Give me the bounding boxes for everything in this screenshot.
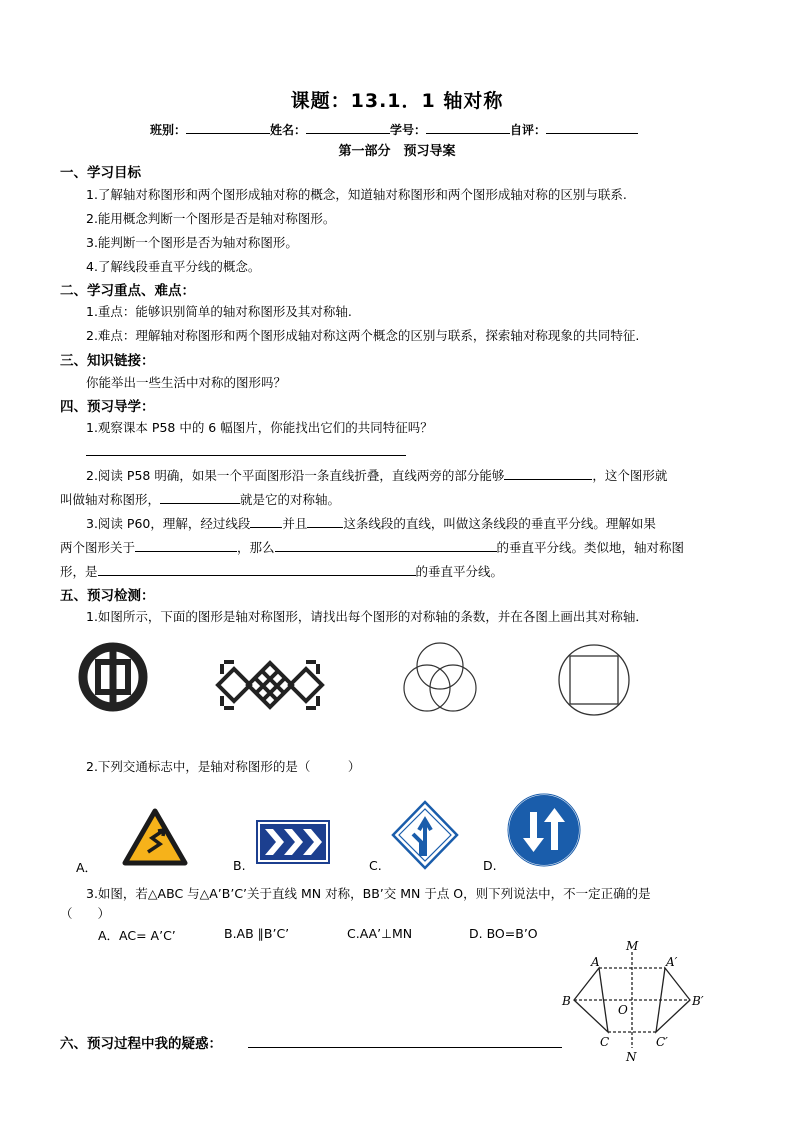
part-title: 第一部分 预习导案 [338, 144, 456, 159]
label-n: N [626, 1050, 637, 1064]
option-d-label: D. [483, 858, 497, 873]
section-heading-6: 六、预习过程中我的疑惑： [60, 1036, 222, 1052]
label-a: A [591, 955, 600, 969]
section-heading-1: 一、学习目标 [60, 165, 141, 181]
q3-option-a[interactable]: A．AC= A’C’ [98, 928, 176, 943]
square-in-circle-figure [556, 642, 632, 718]
preview-question-2-line2 [60, 490, 340, 508]
class-blank[interactable] [186, 121, 270, 134]
label-a-prime: A′ [666, 955, 678, 969]
goal-item: 3.能判断一个图形是否为轴对称图形。 [86, 235, 298, 250]
q3-blank-5[interactable] [98, 563, 416, 576]
id-blank[interactable] [426, 121, 510, 134]
q3-blank-1[interactable] [250, 515, 282, 528]
q3-blank-2[interactable] [307, 515, 343, 528]
id-label: 学号： [390, 123, 427, 137]
label-b-prime: B′ [692, 994, 704, 1008]
label-c: C [600, 1035, 610, 1049]
difficult-point: 2.难点：理解轴对称图形和两个图形成轴对称这两个概念的区别与联系，探索轴对称现象的共同特征. [86, 328, 640, 343]
q3-text-c: 这条线段的直线，叫做这条线段的垂直平分线。理解如果 [343, 516, 656, 531]
goal-item: 1.了解轴对称图形和两个图形成轴对称的概念，知道轴对称图形和两个图形成轴对称的区别与联系. [86, 187, 627, 202]
check-question-1: 1.如图所示，下面的图形是轴对称图形，请找出每个图形的对称轴的条数，并在各图上画出其对称轴． [86, 609, 648, 624]
preview-question-3-line2 [60, 538, 684, 556]
q3-blank-4[interactable] [275, 539, 497, 552]
section-heading-2: 二、学习重点、难点： [60, 283, 195, 299]
check-question-2: 2.下列交通标志中，是轴对称图形的是（ ） [86, 759, 361, 774]
q3-option-d[interactable]: D. BO=B’O [469, 926, 538, 941]
q2-text-d: 就是它的对称轴。 [240, 492, 341, 507]
trefoil-figure [402, 640, 478, 716]
knowledge-question: 你能举出一些生活中对称的图形吗？ [86, 375, 287, 390]
q3-text-d: 两个图形关于 [60, 540, 136, 555]
merge-sign-icon[interactable] [391, 800, 459, 870]
label-m: M [626, 939, 639, 953]
q3-text-b: 并且 [282, 516, 308, 531]
q3-text-g: 形，是 [60, 564, 98, 579]
answer-line[interactable] [86, 455, 406, 456]
chevron-sign-icon[interactable] [256, 820, 330, 864]
section-heading-5: 五、预习检测： [60, 588, 155, 604]
q3-option-b[interactable]: B.AB ∥B’C’ [224, 926, 290, 941]
q2-text-a: 2.阅读 P58 明确，如果一个平面图形沿一条直线折叠，直线两旁的部分能够 [86, 468, 505, 483]
eval-label: 自评： [510, 123, 547, 137]
eval-blank[interactable] [546, 121, 638, 134]
two-way-sign-icon[interactable] [506, 792, 582, 868]
goal-item: 4.了解线段垂直平分线的概念。 [86, 259, 261, 274]
option-a-label: A． [76, 860, 98, 875]
preview-question-1: 1.观察课本 P58 中的 6 幅图片，你能找出它们的共同特征吗？ [86, 420, 433, 435]
q3-option-c[interactable]: C.AA’⊥MN [347, 926, 413, 941]
warning-sign-icon[interactable] [122, 808, 188, 866]
q3-blank-3[interactable] [135, 539, 237, 552]
section-heading-3: 三、知识链接： [60, 353, 155, 369]
coin-logo-figure [78, 640, 148, 715]
option-b-label: B. [233, 858, 246, 873]
preview-question-3-line3 [60, 562, 503, 580]
check-question-3-bracket: （ ） [60, 906, 111, 921]
q3-text-e: ，那么 [237, 540, 275, 555]
label-c-prime: C′ [656, 1035, 668, 1049]
key-point: 1.重点：能够识别简单的轴对称图形及其对称轴. [86, 304, 352, 319]
q3-text-a: 3.阅读 P60，理解，经过线段 [86, 516, 251, 531]
page-title: 课题：13.1．1 轴对称 [290, 90, 504, 112]
q2-text-b: ，这个图形就 [592, 468, 668, 483]
option-c-label: C. [369, 858, 382, 873]
class-label: 班别： [150, 123, 187, 137]
endless-knot-figure [214, 654, 326, 716]
symmetry-triangle-diagram [556, 938, 716, 1064]
section-heading-4: 四、预习导学： [60, 399, 155, 415]
preview-question-2-line1 [86, 466, 667, 484]
q2-text-c: 叫做轴对称图形， [60, 492, 161, 507]
q3-text-f: 的垂直平分线。类似地，轴对称图 [496, 540, 685, 555]
preview-question-3-line1 [86, 514, 656, 532]
q3-text-h: 的垂直平分线。 [415, 564, 504, 579]
label-o: O [618, 1003, 628, 1017]
label-b: B [562, 994, 571, 1008]
doubts-answer-line[interactable] [248, 1047, 562, 1048]
name-blank[interactable] [306, 121, 390, 134]
q2-blank-1[interactable] [504, 467, 592, 480]
goal-item: 2.能用概念判断一个图形是否是轴对称图形。 [86, 211, 336, 226]
q2-blank-2[interactable] [160, 491, 240, 504]
student-info-line [150, 121, 638, 138]
check-question-3: 3.如图，若△ABC 与△A’B’C’关于直线 MN 对称，BB’交 MN 于点 O，则下列说法中，不一定正确的是 [86, 886, 651, 901]
name-label: 姓名： [270, 123, 307, 137]
